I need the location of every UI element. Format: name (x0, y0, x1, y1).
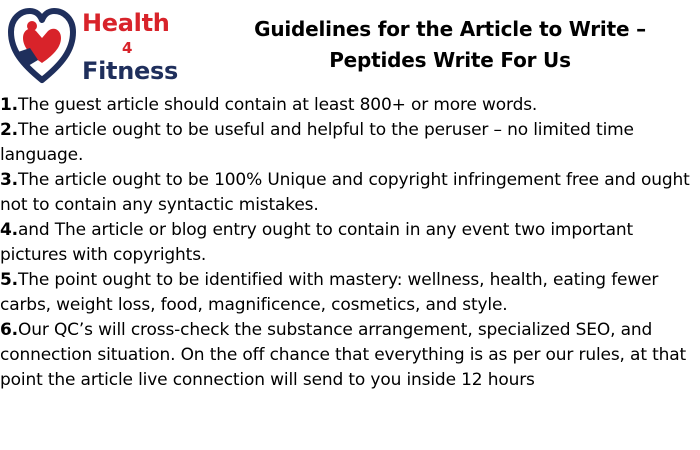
list-item (0, 218, 700, 268)
item-text: The article ought to be 100% Unique and copyright infringement free and ought not to contain any syntactic mistakes. (0, 170, 690, 215)
logo-text-health: Health (82, 9, 170, 37)
page-title-line-1: Guidelines for the Article to Write – (254, 17, 646, 41)
item-number: 1. (0, 95, 18, 115)
item-text: The article ought to be useful and helpful to the peruser – no limited time language. (0, 120, 634, 165)
list-item (0, 268, 700, 318)
item-text: Our QC’s will cross-check the substance arrangement, specialized SEO, and connection situation. On the off chance that everything is as per our rules, at that point the article live connection will send to you inside 12 hours (0, 320, 687, 390)
brand-logo (4, 4, 184, 88)
guidelines-list (0, 93, 700, 393)
page-title (200, 14, 700, 76)
list-item (0, 168, 700, 218)
item-number: 5. (0, 270, 18, 290)
logo-text-fitness: Fitness (82, 57, 178, 85)
item-text: The guest article should contain at least 800+ or more words. (18, 95, 538, 115)
item-number: 6. (0, 320, 18, 340)
list-item (0, 318, 700, 393)
logo-text-four: 4 (122, 39, 133, 57)
item-number: 4. (0, 220, 18, 240)
list-item (0, 118, 700, 168)
heart-icon (8, 8, 76, 84)
item-number: 2. (0, 120, 18, 140)
item-text: and The article or blog entry ought to contain in any event two important pictures with copyrights. (0, 220, 633, 265)
item-number: 3. (0, 170, 18, 190)
page-title-line-2: Peptides Write For Us (329, 48, 571, 72)
item-text: The point ought to be identified with mastery: wellness, health, eating fewer carbs, weight loss, food, magnificence, cosmetics, and style. (0, 270, 659, 315)
list-item (0, 93, 700, 118)
